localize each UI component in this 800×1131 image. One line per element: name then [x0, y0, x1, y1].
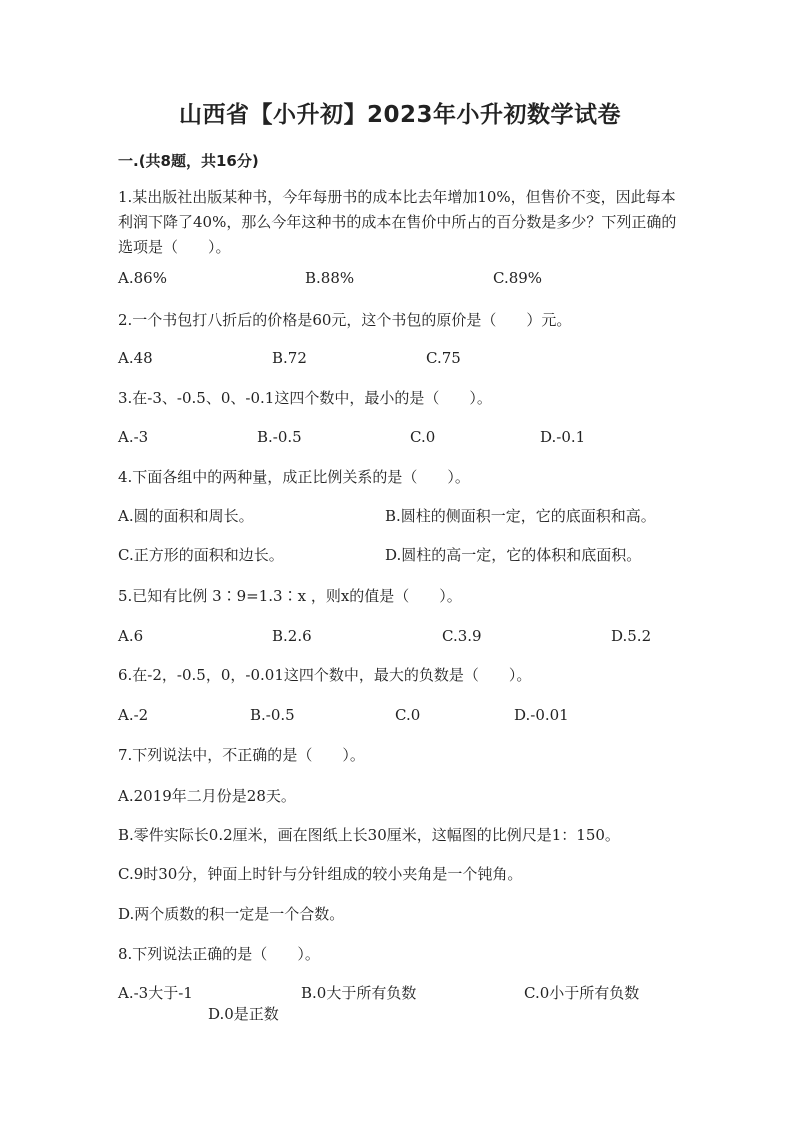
question-2-stem: 2.一个书包打八折后的价格是60元，这个书包的原价是（ ）元。	[118, 311, 572, 329]
question-4-option-c[interactable]: C.正方形的面积和边长。	[118, 546, 284, 564]
question-6-option-d[interactable]: D.-0.01	[514, 706, 569, 724]
section-heading: 一.(共8题，共16分)	[118, 152, 259, 170]
question-3-stem: 3.在-3、-0.5、0、-0.1这四个数中，最小的是（ ）。	[118, 389, 492, 407]
question-8-option-b[interactable]: B.0大于所有负数	[301, 984, 417, 1002]
question-5-option-b[interactable]: B.2.6	[272, 627, 312, 645]
question-7-stem: 7.下列说法中，不正确的是（ ）。	[118, 746, 365, 764]
question-7-option-b[interactable]: B.零件实际长0.2厘米，画在图纸上长30厘米，这幅图的比例尺是1：150。	[118, 826, 620, 844]
question-5-option-c[interactable]: C.3.9	[442, 627, 482, 645]
question-2-option-b[interactable]: B.72	[272, 349, 307, 367]
question-1-option-c[interactable]: C.89%	[493, 269, 543, 287]
question-3-option-d[interactable]: D.-0.1	[540, 428, 586, 446]
question-5-option-d[interactable]: D.5.2	[611, 627, 652, 645]
question-6-stem: 6.在-2，-0.5，0，-0.01这四个数中，最大的负数是（ ）。	[118, 666, 532, 684]
question-4-option-a[interactable]: A.圆的面积和周长。	[118, 507, 254, 525]
question-1-option-a[interactable]: A.86%	[118, 269, 167, 287]
question-6-option-b[interactable]: B.-0.5	[250, 706, 295, 724]
question-1-option-b[interactable]: B.88%	[305, 269, 355, 287]
question-1-stem: 1.某出版社出版某种书，今年每册书的成本比去年增加10%，但售价不变，因此每本利润下降了40%，那么今年这种书的成本在售价中所占的百分数是多少？下列正确的选项是（ ）。	[118, 188, 677, 256]
question-8-option-c[interactable]: C.0小于所有负数	[524, 984, 640, 1002]
question-3-option-b[interactable]: B.-0.5	[257, 428, 302, 446]
question-5-stem: 5.已知有比例 3∶9=1.3∶x ，则x的值是（ ）。	[118, 587, 462, 605]
question-8-option-a[interactable]: A.-3大于-1	[118, 984, 193, 1002]
question-8-option-d[interactable]: D.0是正数	[208, 1005, 279, 1023]
question-4-stem: 4.下面各组中的两种量，成正比例关系的是（ ）。	[118, 468, 470, 486]
question-2-option-c[interactable]: C.75	[426, 349, 461, 367]
question-6-option-c[interactable]: C.0	[395, 706, 421, 724]
page-title: 山西省【小升初】2023年小升初数学试卷	[178, 102, 621, 128]
question-7-option-d[interactable]: D.两个质数的积一定是一个合数。	[118, 905, 345, 923]
question-4-option-d[interactable]: D.圆柱的高一定，它的体积和底面积。	[385, 546, 642, 564]
question-3-option-a[interactable]: A.-3	[118, 428, 149, 446]
question-7-option-a[interactable]: A.2019年二月份是28天。	[118, 787, 296, 805]
question-7-option-c[interactable]: C.9时30分，钟面上时针与分针组成的较小夹角是一个钝角。	[118, 865, 523, 883]
question-3-option-c[interactable]: C.0	[410, 428, 436, 446]
question-4-option-b[interactable]: B.圆柱的侧面积一定，它的底面积和高。	[385, 507, 656, 525]
question-2-option-a[interactable]: A.48	[118, 349, 153, 367]
question-8-stem: 8.下列说法正确的是（ ）。	[118, 945, 320, 963]
question-6-option-a[interactable]: A.-2	[118, 706, 149, 724]
question-5-option-a[interactable]: A.6	[118, 627, 144, 645]
